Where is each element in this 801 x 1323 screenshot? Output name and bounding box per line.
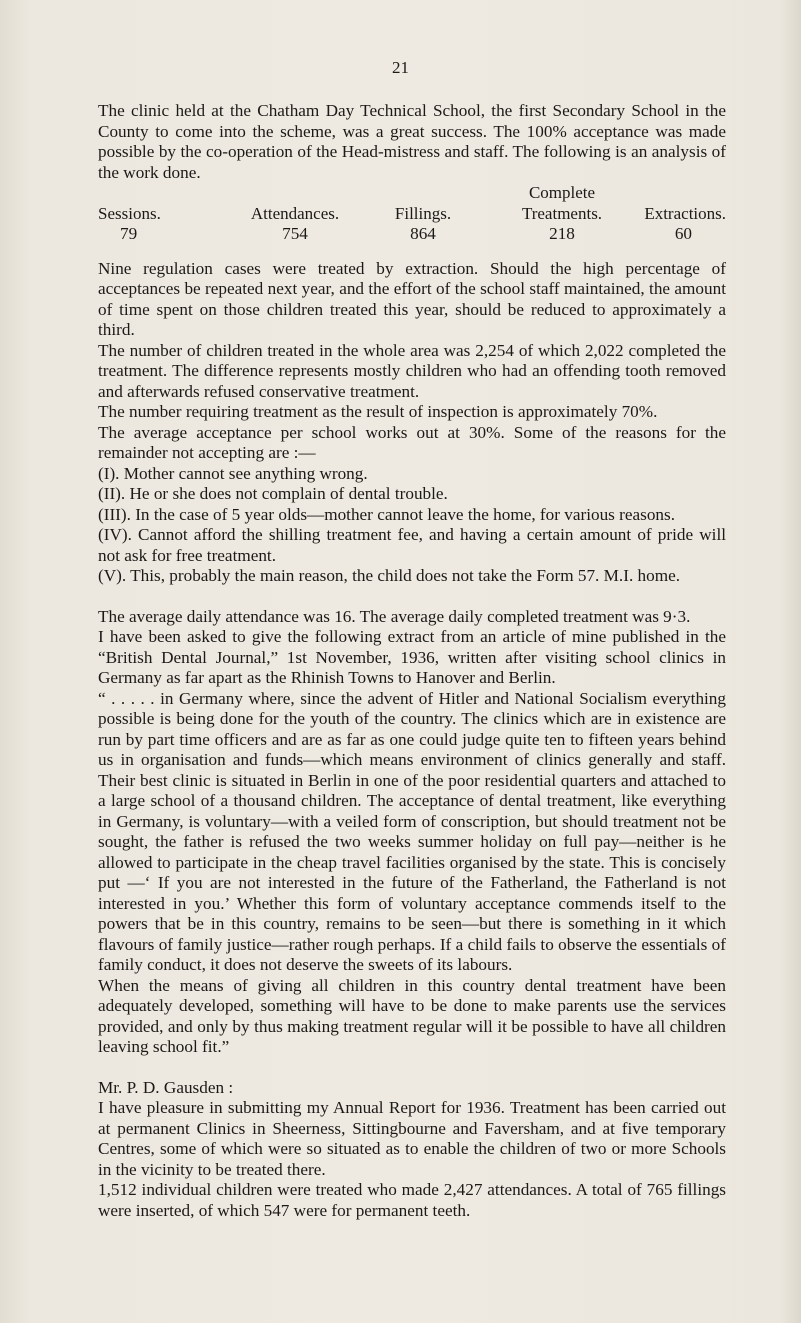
- paragraph-chatham-clinic: The clinic held at the Chatham Day Technical School, the first Secondary School in the County to come into the scheme, was a great success. The 100% acceptance was made possible by the co-operation of the Head-mistress and staff. The following is an analysis of the work done.: [98, 101, 726, 182]
- paragraph-daily-attendance: The average daily attendance was 16. The average daily completed treatment was 9·3.: [98, 606, 691, 626]
- table-cell-sessions: 79: [120, 224, 138, 243]
- quote-germany: “ . . . . . in Germany where, since the advent of Hitler and National Socialism everything possible is being done for the youth of the country. The clinics which are in existence are run by part time officers and are as far as one could judge quite ten to fifteen years behind us in organisation and funds—which means environment of clinics generally and staff. Their best clinic is situated in Berlin in one of the poor residential quarters and attached to a large school of a thousand children. The acceptance of dental treatment, like everything in Germany, is voluntary—with a veiled form of conscription, but should treatment not be sought, the father is refused the two weeks summer holiday on full pay—neither is he allowed to participate in the cheap travel facilities organised by the state. This is concisely put —‘ If you are not interested in the future of the Fatherland, the Fatherland is not interested in you.’ Whether this form of voluntary acceptance commends itself to the powers that be in this country, remains to be seen—but there is something in it which flavours of family justice—rather rough perhaps. If a child fails to observe the essentials of family conduct, it does not deserve the sweets of its labours.: [98, 688, 726, 974]
- table-header-sessions: Sessions.: [98, 203, 161, 223]
- page-number: 21: [392, 58, 409, 77]
- paragraph-requiring-treatment: The number requiring treatment as the result of inspection is approximately 70%.: [98, 402, 658, 421]
- table-cell-extractions: 60: [674, 224, 692, 243]
- body-text: [98, 101, 726, 1221]
- paragraph-annual-report: I have pleasure in submitting my Annual Report for 1936. Treatment has been carried out at permanent Clinics in Sheerness, Sittingbourne and Faversham, and at five temporary Centres, some of which were so situated as to enable the children of two or more Schools in the vicinity to be treated there.: [98, 1098, 726, 1179]
- table-header-extractions: Extractions.: [644, 203, 726, 223]
- table-header-fillings: Fillings.: [394, 203, 452, 223]
- quote-conclusion: When the means of giving all children in this country dental treatment have been adequately developed, something will have to be done to make parents use the services provided, and only by thus making treatment regular will it be possible to have all children leaving school fit.”: [98, 975, 726, 1056]
- table-cell-fillings: 864: [410, 224, 436, 243]
- table-header-top: Complete: [528, 183, 596, 202]
- work-analysis-table: [98, 183, 726, 245]
- table-cell-treatments: 218: [549, 224, 575, 243]
- reason-item-5: (V). This, probably the main reason, the child does not take the Form 57. M.I. home.: [98, 566, 681, 585]
- reason-item-3: (III). In the case of 5 year olds—mother cannot leave the home, for various reasons.: [98, 504, 675, 524]
- paragraph-children-treated: The number of children treated in the whole area was 2,254 of which 2,022 completed the treatment. The difference represents mostly children who had an offending tooth removed and afterwards refused conservative treatment.: [98, 340, 726, 401]
- author-heading: Mr. P. D. Gausden :: [98, 1077, 234, 1097]
- reason-item-4: (IV). Cannot afford the shilling treatment fee, and having a certain amount of pride will not ask for free treatment.: [98, 525, 726, 565]
- paragraph-children-fillings: 1,512 individual children were treated who made 2,427 attendances. A total of 765 fillings were inserted, of which 547 were for permanent teeth.: [98, 1180, 726, 1220]
- reason-item-2: (II). He or she does not complain of dental trouble.: [98, 484, 448, 503]
- table-header-treatments: Treatments.: [521, 203, 603, 223]
- paragraph-article-intro: I have been asked to give the following extract from an article of mine published in the “British Dental Journal,” 1st November, 1936, written after visiting school clinics in Germany as far apart as the Rhinish Towns to Hanover and Berlin.: [98, 627, 726, 687]
- reason-item-1: (I). Mother cannot see anything wrong.: [98, 463, 368, 483]
- paragraph-regulation-cases: Nine regulation cases were treated by extraction. Should the high percentage of acceptances be repeated next year, and the effort of the school staff maintained, the amount of time spent on those children treated this year, should be reduced to approximately a third.: [98, 258, 726, 339]
- table-cell-attendances: 754: [282, 224, 308, 243]
- table-header-attendances: Attendances.: [250, 203, 340, 223]
- paragraph-average-acceptance: The average acceptance per school works out at 30%. Some of the reasons for the remainder not accepting are :—: [98, 422, 726, 462]
